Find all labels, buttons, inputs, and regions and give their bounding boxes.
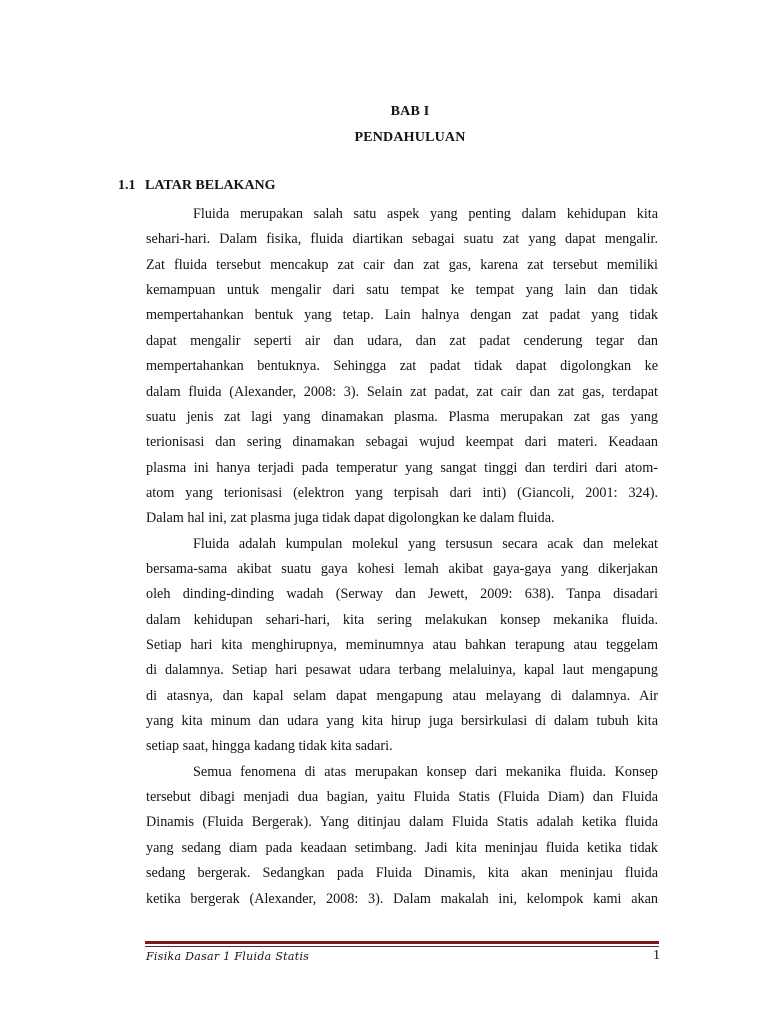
footer-rule-thin bbox=[145, 946, 659, 947]
text-line: sehari-hari. Dalam fisika, fluida diartikan sebagai suatu zat yang dapat mengalir. bbox=[146, 231, 658, 248]
text-line: yang kita minum dan udara yang kita hirup juga bersirkulasi di dalam tubuh kita bbox=[146, 713, 658, 729]
text-line: dalam kehidupan sehari-hari, kita sering melakukan konsep mekanika fluida. bbox=[146, 611, 658, 628]
text-line: Fluida merupakan salah satu aspek yang penting dalam kehidupan kita bbox=[193, 206, 658, 222]
text-line: dapat mengalir seperti air dan udara, dan zat padat cenderung tegar dan bbox=[146, 332, 658, 349]
page-number: 1 bbox=[653, 948, 660, 963]
text-line: Fluida adalah kumpulan molekul yang tersusun secara acak dan melekat bbox=[193, 535, 658, 552]
section-heading bbox=[118, 178, 276, 194]
text-line: bersama-sama akibat suatu gaya kohesi lemah akibat gaya-gaya yang dikerjakan bbox=[146, 560, 658, 577]
text-line: yang sedang diam pada keadaan setimbang. Jadi kita meninjau fluida ketika tidak bbox=[146, 839, 658, 856]
chapter-number: BAB I bbox=[390, 104, 430, 119]
text-line: di atasnya, dan kapal selam dapat mengapung atau melayang di dalamnya. Air bbox=[146, 687, 658, 704]
text-line: ketika bergerak (Alexander, 2008: 3). Dalam makalah ini, kelompok kami akan bbox=[146, 890, 658, 907]
text-line: suatu jenis zat lagi yang dinamakan plasma. Plasma merupakan zat gas yang bbox=[146, 408, 658, 425]
text-line: tersebut dibagi menjadi dua bagian, yaitu Fluida Statis (Fluida Diam) dan Fluida bbox=[146, 789, 658, 806]
chapter-title: PENDAHULUAN bbox=[354, 130, 466, 145]
text-line: kemampuan untuk mengalir dari satu tempat ke tempat yang lain dan tidak bbox=[146, 282, 658, 299]
text-line: Dinamis (Fluida Bergerak). Yang ditinjau dalam Fluida Statis adalah ketika fluida bbox=[146, 814, 658, 831]
text-line: di dalamnya. Setiap hari pesawat udara terbang melaluinya, kapal laut mengapung bbox=[146, 662, 658, 679]
footer-rule bbox=[145, 941, 659, 944]
text-line: mempertahankan bentuknya. Sehingga zat padat tidak dapat digolongkan ke bbox=[146, 358, 658, 375]
text-line: plasma ini hanya terjadi pada temperatur yang sangat tinggi dan terdiri dari atom- bbox=[146, 459, 658, 476]
text-line: Semua fenomena di atas merupakan konsep dari mekanika fluida. Konsep bbox=[193, 763, 658, 780]
text-line: atom yang terionisasi (elektron yang terpisah dari inti) (Giancoli, 2001: 324). bbox=[146, 484, 658, 501]
text-line: Zat fluida tersebut mencakup zat cair dan zat gas, karena zat tersebut memiliki bbox=[146, 256, 658, 273]
text-line: oleh dinding-dinding wadah (Serway dan Jewett, 2009: 638). Tanpa disadari bbox=[146, 586, 658, 603]
text-line: terionisasi dan sering dinamakan sebagai wujud keempat dari materi. Keadaan bbox=[146, 434, 658, 451]
text-line: mempertahankan bentuk yang tetap. Lain halnya dengan zat padat yang tidak bbox=[146, 307, 658, 324]
section-number: 1.1 bbox=[118, 178, 136, 193]
text-line: dalam fluida (Alexander, 2008: 3). Selain zat padat, zat cair dan zat gas, terdapat bbox=[146, 383, 658, 400]
text-line: sedang bergerak. Sedangkan pada Fluida Dinamis, kita akan meninjau fluida bbox=[146, 865, 658, 882]
section-title: LATAR BELAKANG bbox=[145, 178, 276, 193]
running-footer-title: Fisika Dasar 1 Fluida Statis bbox=[146, 950, 310, 963]
text-line: Dalam hal ini, zat plasma juga tidak dapat digolongkan ke dalam fluida. bbox=[146, 510, 555, 527]
text-line: setiap saat, hingga kadang tidak kita sadari. bbox=[146, 738, 393, 755]
text-line: Setiap hari kita menghirupnya, meminumnya atau bahkan terapung atau teggelam bbox=[146, 637, 658, 653]
